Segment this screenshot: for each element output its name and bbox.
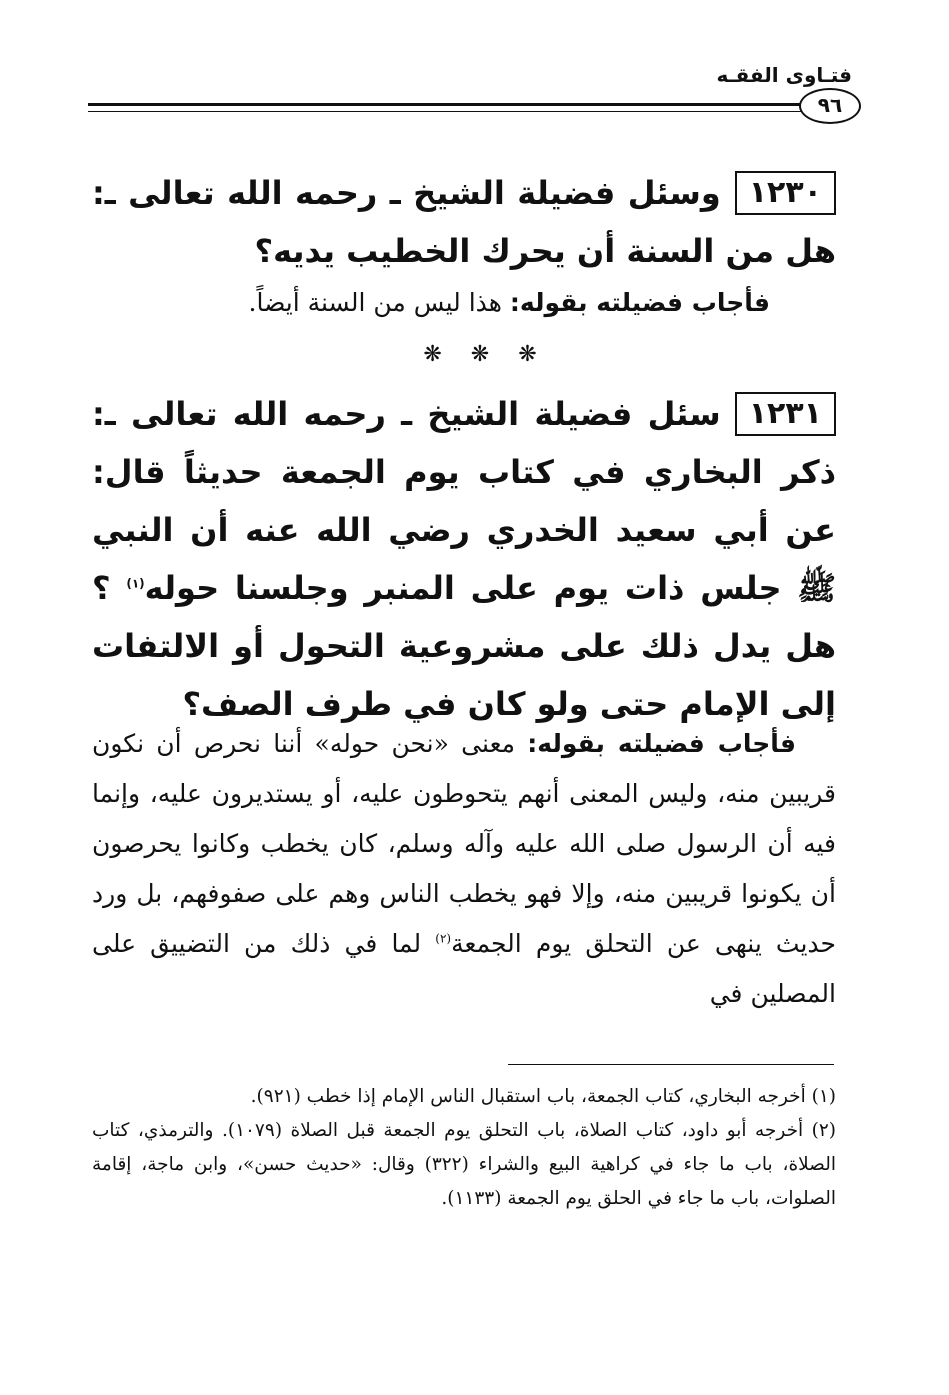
section-separator: ❋ ❋ ❋ bbox=[423, 342, 537, 367]
footnote-rule bbox=[508, 1064, 834, 1065]
question-text-1230: وسئل فضيلة الشيخ ـ رحمه الله تعالى ـ: هل من السنة أن يحرك الخطيب يديه؟ bbox=[92, 174, 836, 270]
page-number: ٩٦ bbox=[799, 88, 861, 124]
answer-text-1231-part2: لما في ذلك من التضييق على المصلين في bbox=[92, 929, 836, 1008]
footnote-1: (١) أخرجه البخاري، كتاب الجمعة، باب استقبال الناس الإمام إذا خطب (٩٢١). bbox=[250, 1086, 836, 1107]
footnote-mark-1: (١) bbox=[126, 576, 145, 591]
question-1230 bbox=[92, 164, 836, 280]
header-rule-thin bbox=[88, 111, 802, 112]
answer-text-1231-part1: معنى «نحن حوله» أننا نحرص أن نكون قريبين منه، وليس المعنى أنهم يتحوطون عليه، أو يستديرون عليه، وإنما فيه أن الرسول صلى الله عليه وآله وسلم، كان يخطب وكانوا يحرصون أن يكونوا قريبين منه، وإلا فهو يخطب الناس وهم على صفوفهم، بل ورد حديث ينهى عن التحلق يوم الجمعة bbox=[92, 729, 836, 958]
footnote-2: (٢) أخرجه أبو داود، كتاب الصلاة، باب التحلق يوم الجمعة قبل الصلاة (١٠٧٩). والترمذي، كتاب الصلاة، باب ما جاء في كراهية البيع والشراء (٣٢٢) وقال: «حديث حسن»، وابن ماجة، إقامة الصلوات، باب ما جاء في الحلق يوم الجمعة (١١٣٣). bbox=[92, 1120, 836, 1209]
header-rule-thick bbox=[88, 103, 802, 106]
answer-1230 bbox=[92, 278, 836, 328]
footnote-mark-2: (٢) bbox=[435, 931, 452, 946]
answer-lead-1231: فأجاب فضيلته بقوله: bbox=[527, 729, 796, 758]
answer-text-1230: هذا ليس من السنة أيضاً. bbox=[248, 288, 502, 317]
running-title: فتـاوى الفقـه bbox=[716, 63, 852, 87]
question-number-1230: ١٢٣٠ bbox=[735, 171, 836, 215]
question-1231 bbox=[92, 385, 836, 733]
answer-1231 bbox=[92, 719, 836, 1019]
question-number-1231: ١٢٣١ bbox=[735, 392, 836, 436]
question-text-1231-part1: سئل فضيلة الشيخ ـ رحمه الله تعالى ـ: ذكر البخاري في كتاب يوم الجمعة حديثاً قال: عن أبي سعيد الخدري رضي الله عنه أن النبي ﷺ جلس ذات يوم على المنبر وجلسنا حوله bbox=[92, 395, 837, 607]
answer-lead-1230: فأجاب فضيلته بقوله: bbox=[509, 288, 770, 317]
footnotes bbox=[92, 1080, 836, 1216]
question-text-1231-part2: ؟ هل يدل ذلك على مشروعية التحول أو الالتفات إلى الإمام حتى ولو كان في طرف الصف؟ bbox=[92, 569, 836, 723]
